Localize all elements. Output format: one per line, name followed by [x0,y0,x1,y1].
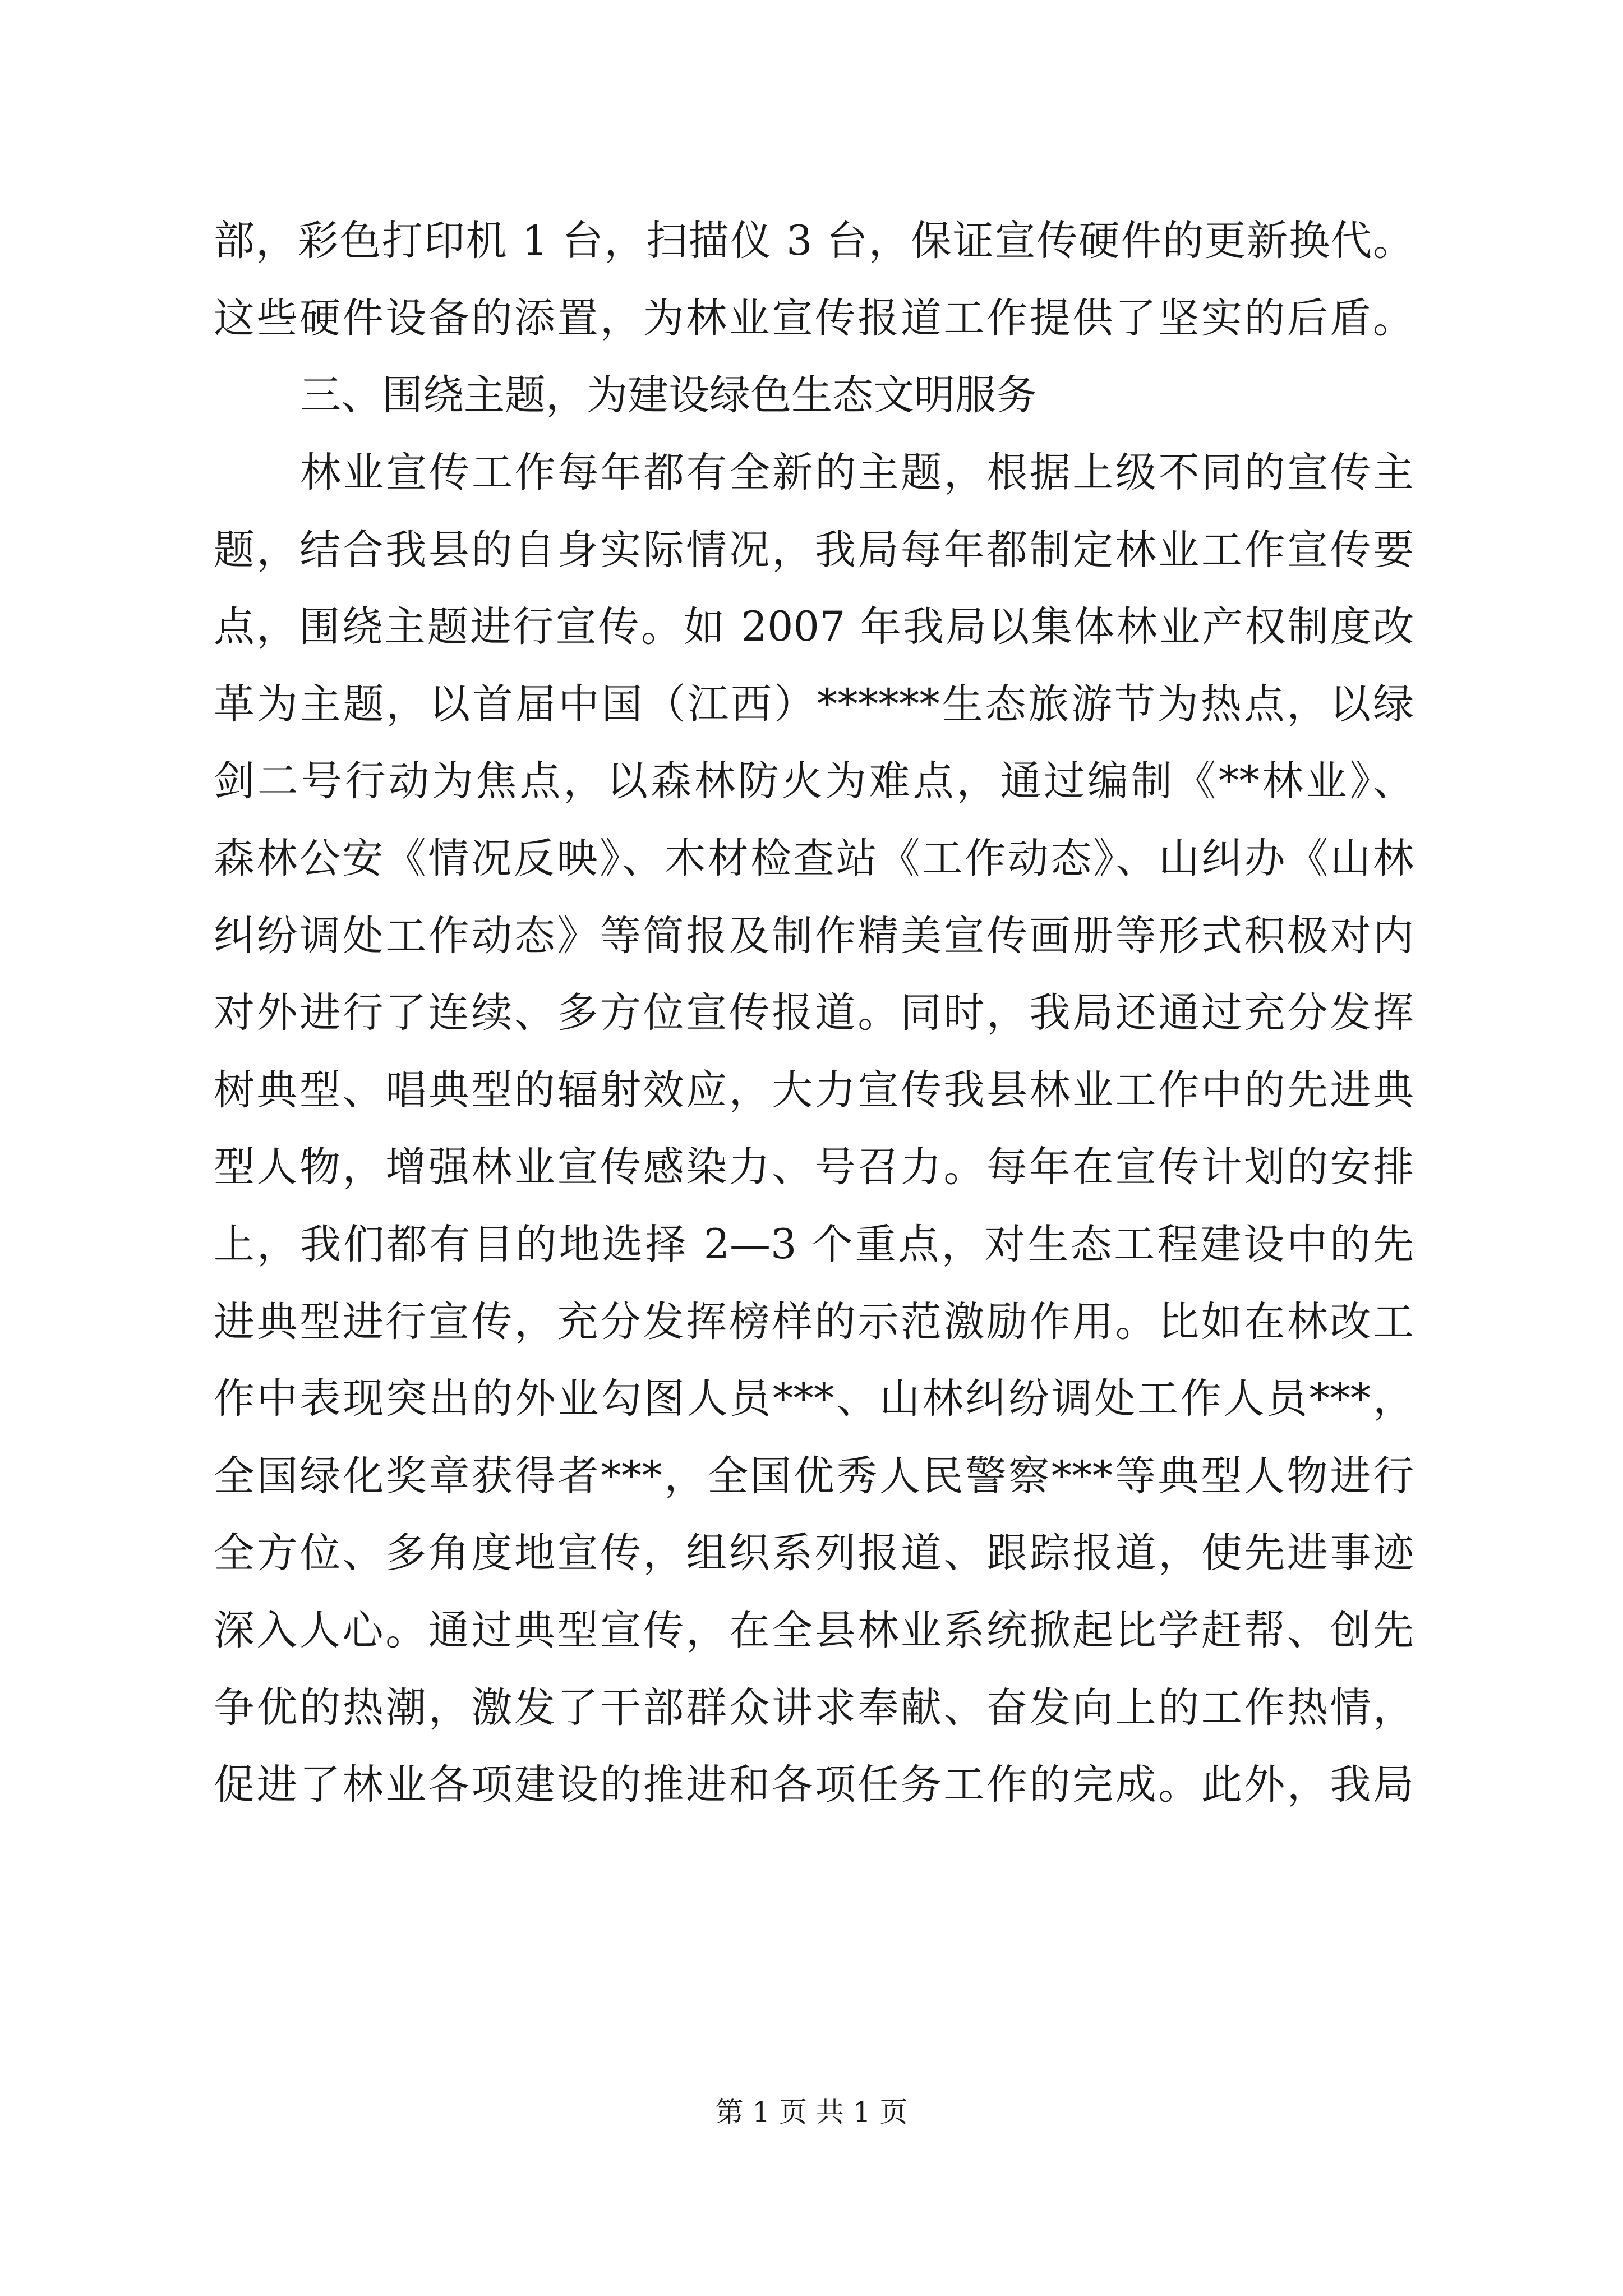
text-line: 全方位、多角度地宣传，组织系列报道、跟踪报道，使先进事迹 [214,1529,1414,1577]
text-line: 作中表现突出的外业勾图人员***、山林纠纷调处工作人员***， [214,1375,1414,1423]
text-line: 深入人心。通过典型宣传，在全县林业系统掀起比学赶帮、创先 [214,1607,1414,1654]
text-line: 全国绿化奖章获得者***，全国优秀人民警察***等典型人物进行 [214,1452,1414,1500]
text-line: 点，围绕主题进行宣传。如 2007 年我局以集体林业产权制度改 [214,603,1414,651]
text-line: 革为主题，以首届中国（江西）******生态旅游节为热点，以绿 [214,680,1414,728]
text-line: 部，彩色打印机 1 台，扫描仪 3 台，保证宣传硬件的更新换代。 [214,217,1414,265]
page-footer: 第 1 页 共 1 页 [715,2096,908,2128]
text-line: 进典型进行宣传，充分发挥榜样的示范激励作用。比如在林改工 [214,1298,1414,1346]
text-line: 树典型、唱典型的辐射效应，大力宣传我县林业工作中的先进典 [214,1066,1414,1114]
text-line: 林业宣传工作每年都有全新的主题，根据上级不同的宣传主 [300,449,1414,496]
text-line: 纠纷调处工作动态》等简报及制作精美宣传画册等形式积极对内 [214,912,1414,960]
text-line: 题，结合我县的自身实际情况，我局每年都制定林业工作宣传要 [214,526,1414,574]
text-line: 森林公安《情况反映》、木材检查站《工作动态》、山纠办《山林 [214,835,1414,882]
text-line: 这些硬件设备的添置，为林业宣传报道工作提供了坚实的后盾。 [214,295,1414,342]
text-line: 上，我们都有目的地选择 2—3 个重点，对生态工程建设中的先 [214,1221,1414,1268]
text-line: 剑二号行动为焦点，以森林防火为难点，通过编制《**林业》、 [214,757,1414,805]
text-line: 争优的热潮，激发了干部群众讲求奉献、奋发向上的工作热情， [214,1684,1414,1732]
text-line: 对外进行了连续、多方位宣传报道。同时，我局还通过充分发挥 [214,989,1414,1037]
text-line: 促进了林业各项建设的推进和各项任务工作的完成。此外，我局 [214,1761,1414,1809]
section-heading: 三、围绕主题，为建设绿色生态文明服务 [300,371,1037,419]
text-line: 型人物，增强林业宣传感染力、号召力。每年在宣传计划的安排 [214,1143,1414,1191]
